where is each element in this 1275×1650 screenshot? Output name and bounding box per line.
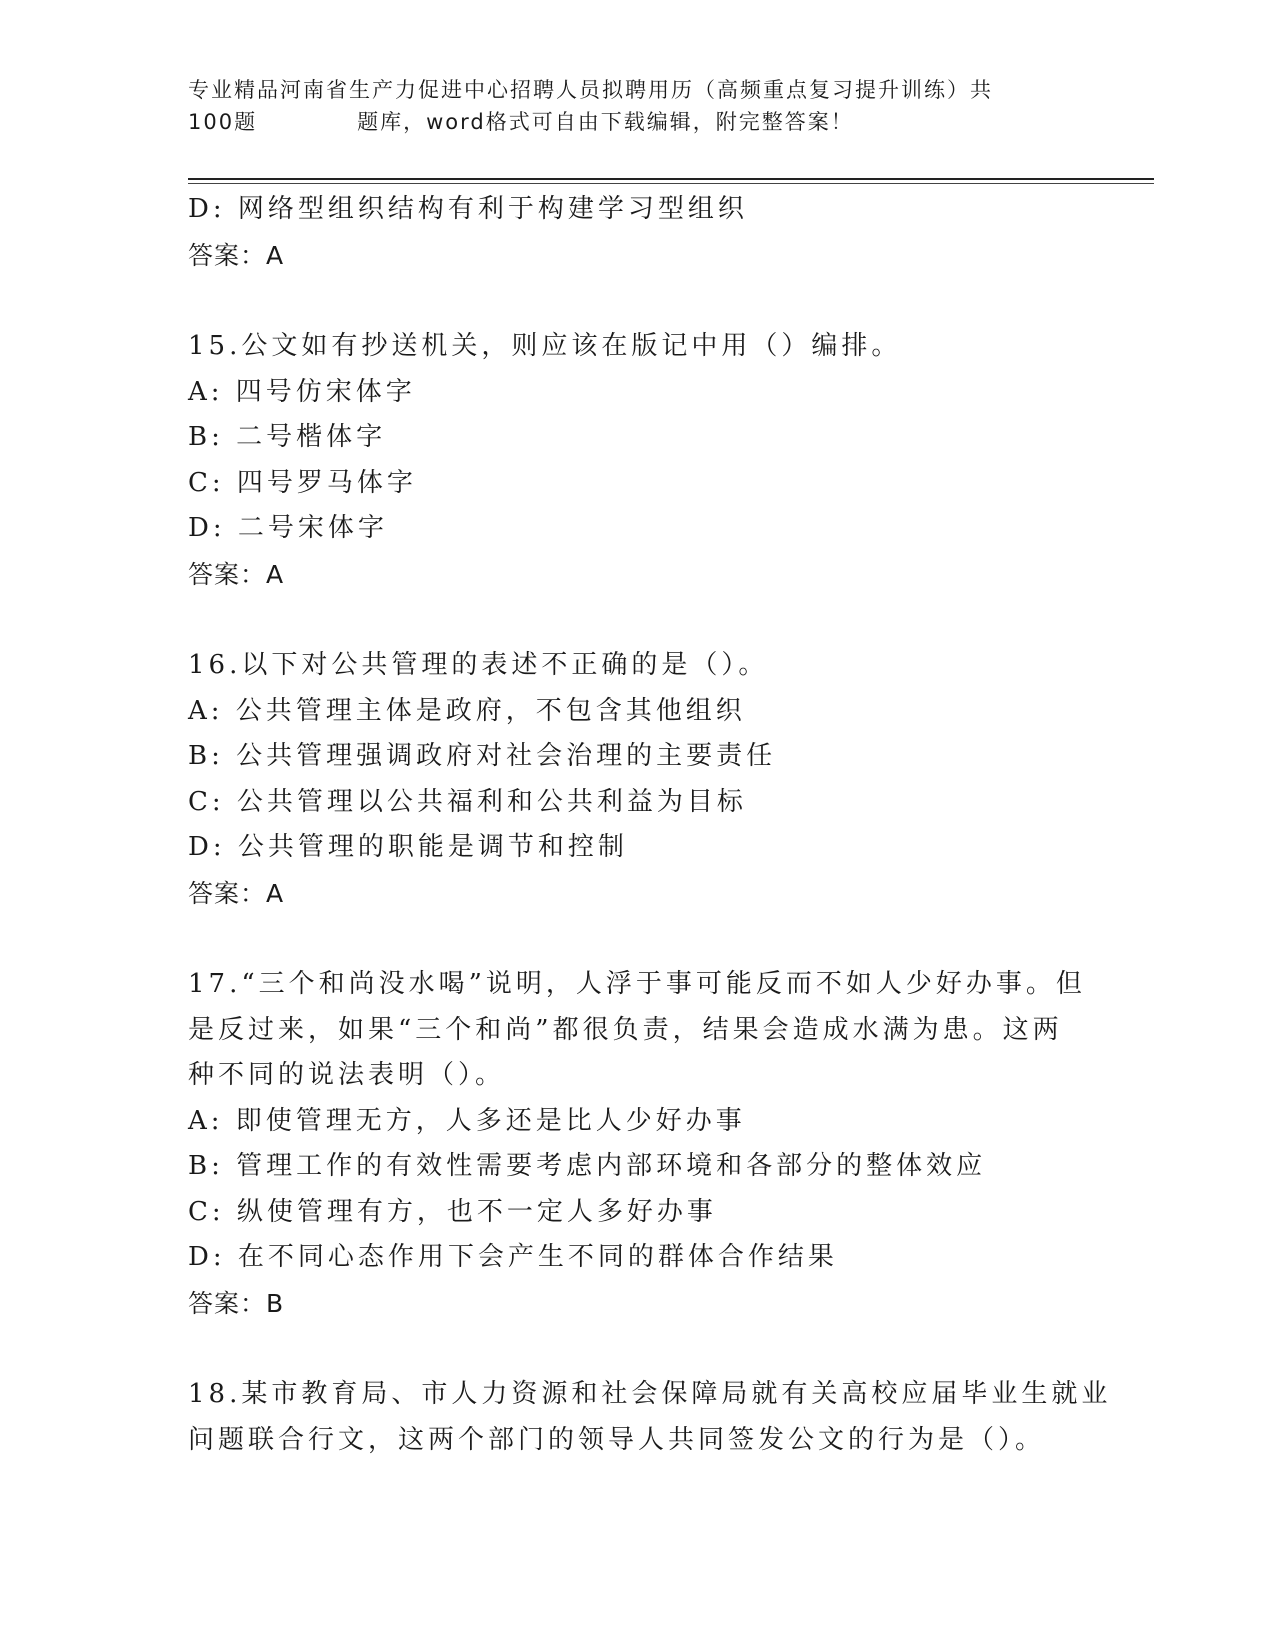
header-divider-thin: [188, 183, 1154, 184]
option-d: D: 公共管理的职能是调节和控制: [188, 832, 628, 862]
header-title-line-2: [188, 106, 1088, 138]
question-count: 100题: [188, 110, 258, 134]
question-stem-line-3: 种不同的说法表明（）。: [188, 1060, 506, 1090]
option-d: D: 在不同心态作用下会产生不同的群体合作结果: [188, 1242, 838, 1272]
question-17: [188, 962, 1088, 1326]
document-header: [188, 74, 1088, 138]
option-a: A: 即使管理无方，人多还是比人少好办事: [188, 1105, 746, 1136]
header-title-line-1: 专业精品河南省生产力促进中心招聘人员拟聘用历（高频重点复习提升训练）共: [188, 78, 993, 102]
option-c: C: 公共管理以公共福利和公共利益为目标: [188, 786, 747, 817]
question-stem-line-1: 17.“三个和尚没水喝”说明，人浮于事可能反而不如人少好办事。但: [188, 969, 1086, 999]
question-stem-line-2: 是反过来，如果“三个和尚”都很负责，结果会造成水满为患。这两: [188, 1014, 1063, 1045]
document-body: [188, 187, 1112, 1463]
prev-option-d: D: 网络型组织结构有利于构建学习型组织: [188, 194, 748, 224]
header-description: 题库，word格式可自由下载编辑，附完整答案！: [357, 110, 854, 134]
question-stem-line-1: 18.某市教育局、市人力资源和社会保障局就有关高校应届毕业生就业: [188, 1379, 1112, 1409]
option-a: A: 公共管理主体是政府，不包含其他组织: [188, 695, 746, 726]
answer: 答案：A: [188, 559, 285, 589]
answer: 答案：A: [188, 878, 285, 908]
question-18: [188, 1372, 1112, 1463]
question-stem-line-2: 问题联合行文，这两个部门的领导人共同签发公文的行为是（）。: [188, 1424, 1046, 1455]
header-divider-thick: [188, 178, 1154, 180]
answer: 答案：B: [188, 1288, 285, 1318]
question-stem: 15.公文如有抄送机关，则应该在版记中用（）编排。: [188, 331, 902, 361]
option-c: C: 纵使管理有方，也不一定人多好办事: [188, 1196, 717, 1227]
option-c: C: 四号罗马体字: [188, 467, 417, 498]
option-b: B: 二号楷体字: [188, 422, 387, 452]
option-a: A: 四号仿宋体字: [188, 376, 416, 407]
question-16: [188, 643, 1088, 916]
option-b: B: 管理工作的有效性需要考虑内部环境和各部分的整体效应: [188, 1151, 987, 1181]
option-b: B: 公共管理强调政府对社会治理的主要责任: [188, 741, 777, 771]
question-stem: 16.以下对公共管理的表述不正确的是（）。: [188, 650, 769, 680]
option-d: D: 二号宋体字: [188, 513, 388, 543]
prev-answer: 答案：A: [188, 240, 285, 270]
question-15: [188, 324, 1088, 597]
